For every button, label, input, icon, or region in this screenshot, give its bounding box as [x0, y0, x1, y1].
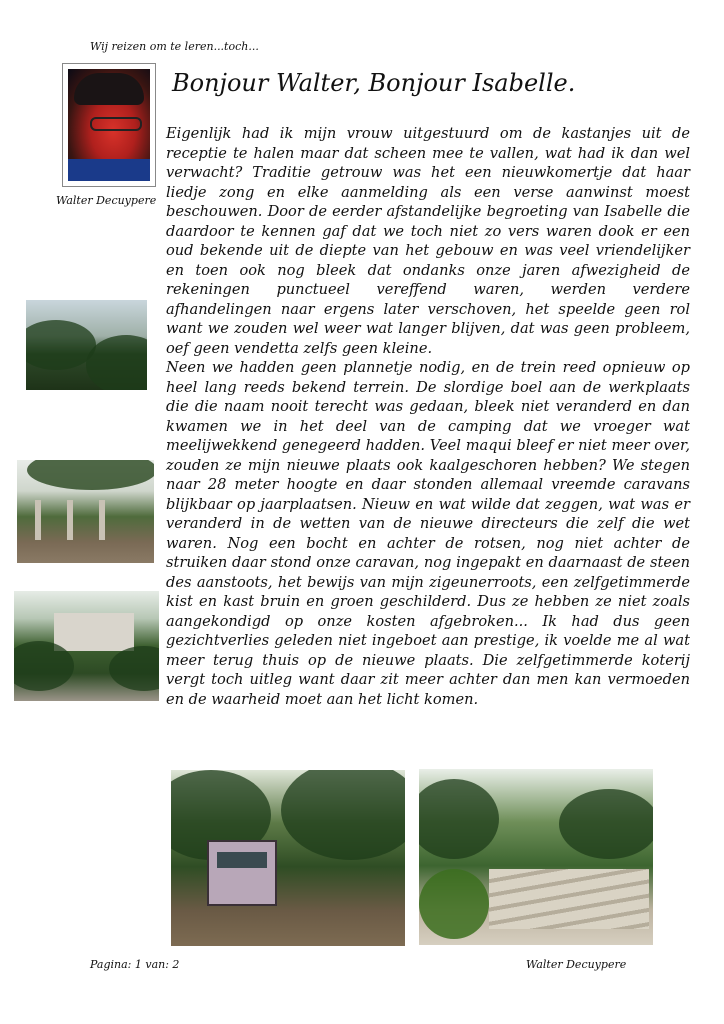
article-body	[166, 124, 690, 709]
author-portrait-frame	[62, 63, 156, 187]
photo-palm-pergola	[17, 460, 154, 563]
page-number: Pagina: 1 van: 2	[90, 958, 180, 971]
page-title: Bonjour Walter, Bonjour Isabelle.	[172, 69, 576, 97]
paragraph-1: Eigenlijk had ik mijn vrouw uitgestuurd om de kastanjes uit de receptie te halen maar dat scheen mee te vallen, wat had ik dan wel verwacht? Traditie getrouw was het een nieuwkomertje dat haar liedje zong en elke aanmelding als een verse aanwinst moest beschouwen. Door de eerder afstandelijke begroeting van Isabelle die daardoor te kennen gaf dat we toch niet zo vers waren dook er een oud bekende uit de diepte van het gebouw en was veel vriendelijker en toen ook nog bleek dat ondanks onze jaren afwezigheid de rekeningen punctueel vereffend waren, werden verdere afhandelingen naar ergens later verschoven, het speelde geen rol want we zouden wel weer wat langer blijven, dat was geen probleem, oef geen vendetta zelfs geen kleine.	[166, 125, 690, 357]
footer-author: Walter Decuypere	[526, 958, 627, 971]
photo-house-garden	[14, 591, 159, 701]
author-portrait-photo	[68, 69, 150, 181]
paragraph-2: Neen we hadden geen plannetje nodig, en de trein reed opnieuw op heel lang reeds bekend terrein. De slordige boel aan de werkplaats die die naam nooit terecht was gedaan, bleek niet veranderd en dan kwamen we in het deel van de camping dat we vroeger wat meelijwekkend genegeerd hadden. Veel maqui bleef er niet meer over, zouden ze mijn nieuwe plaats ook kaalgeschoren hebben? We stegen naar 28 meter hoogte en daar stonden allemaal vreemde caravans blijkbaar op jaarplaatsen. Nieuw en wat wilde dat zeggen, wat was er veranderd in de wetten van de nieuwe directeurs die zelf die wet waren. Nog een bocht en achter de rotsen, nog niet achter de struiken daar stond onze caravan, nog ingepakt en daarnaast de steen des aanstoots, het bewijs van mijn zigeunerroots, een zelfgetimmerde kist en kast bruin en groen geschilderd. Dus ze hebben ze niet zoals aangekondigd op onze kosten afgebroken... Ik had dus geen gezichtverlies geleden niet ingeboet aan prestige, ik voelde me al wat meer terug thuis op de nieuwe plaats. Die zelfgetimmerde koterij vergt toch uitleg want daar zit meer achter dan men kan vermoeden en de waarheid moet aan het licht komen.	[166, 359, 690, 708]
portrait-caption: Walter Decuypere	[56, 194, 157, 207]
photo-van-forest	[171, 770, 405, 946]
photo-coast-trees	[26, 300, 147, 390]
photo-stone-steps	[419, 769, 653, 945]
header-tagline: Wij reizen om te leren...toch...	[90, 40, 259, 53]
